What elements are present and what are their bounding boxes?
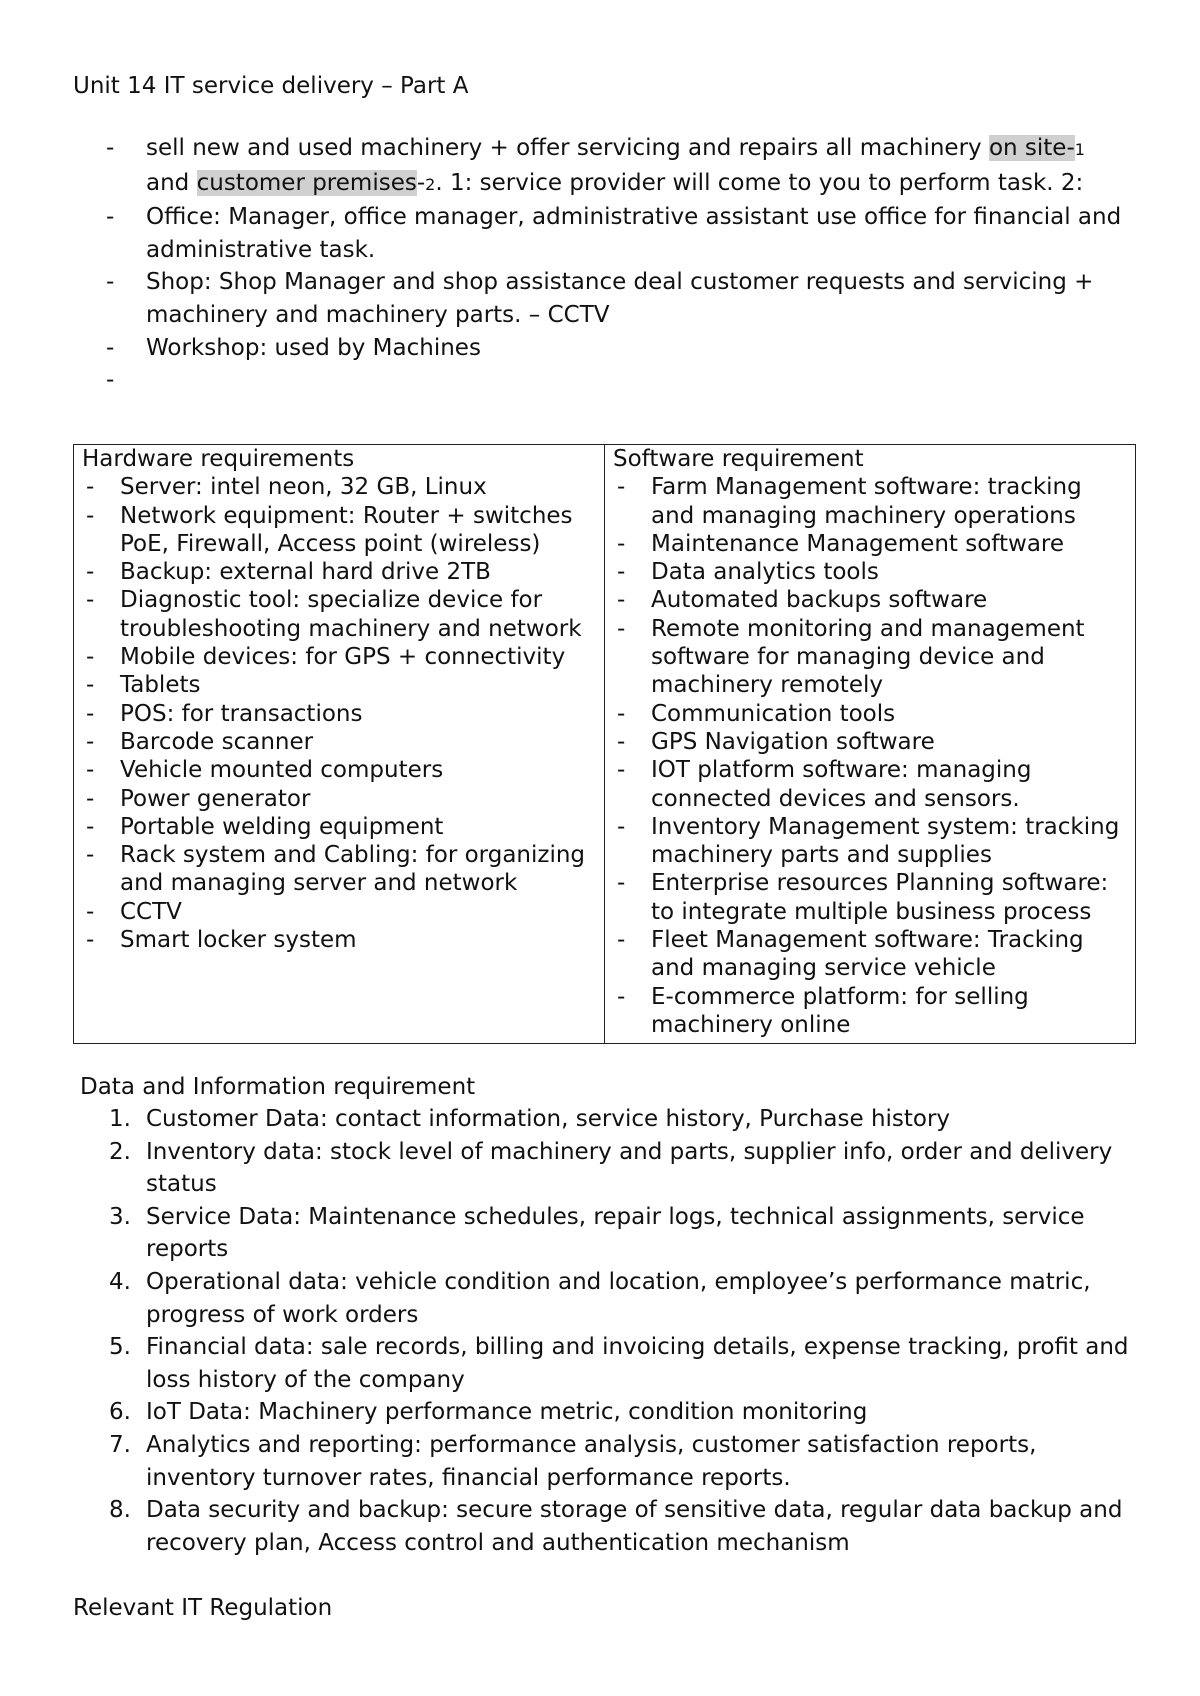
- software-item-text: Automated backups software: [651, 587, 988, 614]
- highlight-on-site-dash: -: [1066, 135, 1075, 161]
- bullet-dash: -: [617, 474, 626, 501]
- software-item: [613, 700, 1129, 728]
- software-item-text: Data analytics tools: [651, 559, 879, 586]
- bullet-dash: -: [86, 757, 95, 784]
- data-requirements-heading: Data and Information requirement: [80, 1074, 476, 1100]
- data-requirement-item: [73, 1136, 1138, 1201]
- item-number: 3.: [109, 1203, 131, 1230]
- bullet-dash: -: [617, 870, 626, 897]
- intro-text-and: and: [146, 169, 197, 196]
- regulation-heading: Relevant IT Regulation: [73, 1595, 333, 1621]
- intro-text-footnotes: . 1: service provider will come to you to perform task. 2:: [435, 169, 1084, 196]
- hardware-item: [82, 756, 598, 784]
- intro-item-shop: [73, 266, 1133, 331]
- hardware-item: [82, 785, 598, 813]
- intro-text-services: sell new and used machinery + offer servicing and repairs all machinery: [146, 135, 989, 161]
- software-item-text: Inventory Management system: tracking machinery parts and supplies: [651, 813, 1120, 869]
- highlight-on-site: [989, 135, 1075, 161]
- bullet-dash: -: [86, 927, 95, 954]
- footnote-marker-2: 2: [425, 174, 436, 194]
- data-requirement-item: [73, 1201, 1138, 1266]
- requirements-table: [73, 444, 1136, 1044]
- data-requirement-text: Operational data: vehicle condition and location, employee’s performance matric, progress of work orders: [146, 1268, 1091, 1328]
- bullet-dash: -: [106, 367, 115, 394]
- hardware-item-text: Portable welding equipment: [120, 813, 444, 840]
- hardware-item: [82, 700, 598, 728]
- bullet-dash: -: [617, 757, 626, 784]
- hardware-list: [82, 473, 598, 954]
- software-item: [613, 728, 1129, 756]
- hardware-item-text: Network equipment: Router + switches PoE, Firewall, Access point (wireless): [120, 502, 573, 557]
- software-item: [613, 983, 1129, 1040]
- software-item: [613, 869, 1129, 926]
- bullet-dash: -: [106, 334, 115, 361]
- highlight-customer-premises: customer premises: [196, 169, 417, 196]
- hardware-item-text: Mobile devices: for GPS + connectivity: [120, 644, 566, 671]
- hardware-item: [82, 671, 598, 699]
- software-item-text: Maintenance Management software: [651, 530, 1065, 557]
- bullet-dash: -: [617, 587, 626, 614]
- hardware-item-text: Rack system and Cabling: for organizing and managing server and network: [120, 842, 586, 897]
- data-requirement-text: Financial data: sale records, billing and invoicing details, expense tracking, profit and loss history of the company: [146, 1334, 1129, 1393]
- bullet-dash: -: [106, 135, 115, 161]
- software-item: [613, 756, 1129, 813]
- hardware-item: [82, 926, 598, 954]
- bullet-dash: -: [106, 269, 115, 296]
- hardware-item-text: Smart locker system: [120, 927, 357, 954]
- bullet-dash: -: [617, 530, 626, 557]
- data-requirement-text: Data security and backup: secure storage of sensitive data, regular data backup and recovery plan, Access control and authentication mechanism: [146, 1497, 1123, 1556]
- bullet-dash: -: [86, 728, 95, 755]
- hardware-item: [82, 898, 598, 926]
- intro-text-workshop: Workshop: used by Machines: [146, 334, 481, 361]
- page-title: Unit 14 IT service delivery – Part A: [73, 73, 469, 99]
- data-requirement-item: [73, 1494, 1138, 1559]
- bullet-dash: -: [86, 502, 95, 529]
- item-number: 1.: [109, 1106, 131, 1132]
- hardware-heading: Hardware requirements: [82, 446, 355, 472]
- item-number: 2.: [109, 1138, 131, 1165]
- hardware-item: [82, 841, 598, 898]
- intro-item-workshop: [73, 332, 1133, 365]
- software-item: [613, 558, 1129, 586]
- hardware-item-text: Power generator: [120, 785, 311, 812]
- bullet-dash: -: [617, 700, 626, 727]
- data-requirement-text: Analytics and reporting: performance analysis, customer satisfaction reports, inventory turnover rates, financial performance reports.: [146, 1431, 1037, 1491]
- hardware-item-text: Vehicle mounted computers: [120, 757, 444, 784]
- requirements-row: [74, 445, 1136, 1044]
- bullet-dash: -: [617, 813, 626, 840]
- bullet-dash: -: [86, 842, 95, 869]
- hardware-item: [82, 728, 598, 756]
- software-item: [613, 473, 1129, 530]
- item-number: 8.: [109, 1497, 131, 1524]
- data-requirement-item: [73, 1266, 1138, 1331]
- bullet-dash: -: [617, 983, 626, 1010]
- software-list: [613, 473, 1129, 1039]
- software-item-text: Communication tools: [651, 700, 896, 727]
- intro-list: [73, 132, 1133, 397]
- hardware-item: [82, 586, 598, 643]
- data-requirement-text: Customer Data: contact information, service history, Purchase history: [146, 1106, 951, 1132]
- software-cell: [605, 445, 1136, 1044]
- bullet-dash: -: [617, 728, 626, 755]
- intro-text-shop: Shop: Shop Manager and shop assistance deal customer requests and servicing + machinery and machinery parts. – CCTV: [146, 269, 1094, 328]
- intro-item-services: [73, 132, 1133, 201]
- hardware-item: [82, 643, 598, 671]
- software-heading: Software requirement: [613, 446, 864, 472]
- intro-item-empty: [73, 364, 1133, 397]
- data-requirement-item: [73, 1331, 1138, 1396]
- bullet-dash: -: [617, 615, 626, 642]
- bullet-dash: -: [617, 927, 626, 954]
- item-number: 4.: [109, 1268, 131, 1295]
- bullet-dash: -: [86, 700, 95, 727]
- software-item-text: E-commerce platform: for selling machinery online: [651, 983, 1029, 1038]
- hardware-item-text: Barcode scanner: [120, 728, 314, 755]
- hardware-item: [82, 813, 598, 841]
- software-item: [613, 926, 1129, 983]
- software-item-text: Remote monitoring and management software for managing device and machinery remotely: [651, 615, 1085, 699]
- software-item-text: IOT platform software: managing connected devices and sensors.: [651, 757, 1032, 812]
- bullet-dash: -: [86, 672, 95, 699]
- software-item: [613, 530, 1129, 558]
- hardware-item: [82, 558, 598, 586]
- bullet-dash: -: [86, 587, 95, 614]
- data-requirement-item: [73, 1396, 1138, 1429]
- bullet-dash: -: [86, 898, 95, 925]
- hardware-cell: [74, 445, 605, 1044]
- software-item-text: Enterprise resources Planning software: to integrate multiple business process: [651, 870, 1109, 925]
- item-number: 7.: [109, 1431, 131, 1458]
- highlight-on-site-text: on site: [988, 135, 1067, 161]
- data-requirements-list: [73, 1103, 1138, 1559]
- data-requirement-text: Service Data: Maintenance schedules, repair logs, technical assignments, service reports: [146, 1203, 1085, 1263]
- software-item: [613, 813, 1129, 870]
- data-requirement-item: [73, 1103, 1138, 1136]
- software-item-text: GPS Navigation software: [651, 728, 935, 755]
- hardware-item-text: Server: intel neon, 32 GB, Linux: [120, 474, 487, 501]
- hardware-item-text: POS: for transactions: [120, 700, 363, 727]
- bullet-dash: -: [86, 644, 95, 671]
- software-item: [613, 586, 1129, 614]
- intro-item-office: [73, 201, 1133, 266]
- hardware-item: [82, 473, 598, 501]
- hardware-item-text: Backup: external hard drive 2TB: [120, 559, 491, 586]
- footnote-marker-1: 1: [1074, 140, 1085, 159]
- bullet-dash: -: [86, 559, 95, 586]
- intro-text-empty: [146, 367, 153, 393]
- hardware-item-text: CCTV: [120, 898, 182, 925]
- hardware-item-text: Diagnostic tool: specialize device for troubleshooting machinery and network: [120, 587, 582, 642]
- intro-text-office: Office: Manager, office manager, administrative assistant use office for financial and administrative task.: [146, 204, 1122, 263]
- intro-text-dash: -: [416, 169, 426, 196]
- bullet-dash: -: [86, 785, 95, 812]
- bullet-dash: -: [617, 559, 626, 586]
- bullet-dash: -: [86, 813, 95, 840]
- data-requirement-text: IoT Data: Machinery performance metric, condition monitoring: [146, 1399, 868, 1426]
- item-number: 5.: [109, 1334, 131, 1361]
- item-number: 6.: [109, 1399, 131, 1426]
- bullet-dash: -: [106, 204, 115, 231]
- hardware-item-text: Tablets: [120, 672, 201, 699]
- data-requirement-text: Inventory data: stock level of machinery and parts, supplier info, order and delivery status: [146, 1138, 1113, 1198]
- software-item-text: Farm Management software: tracking and managing machinery operations: [651, 474, 1082, 529]
- bullet-dash: -: [86, 474, 95, 501]
- software-item: [613, 615, 1129, 700]
- data-requirement-item: [73, 1429, 1138, 1494]
- hardware-item: [82, 502, 598, 559]
- software-item-text: Fleet Management software: Tracking and managing service vehicle: [651, 927, 1084, 982]
